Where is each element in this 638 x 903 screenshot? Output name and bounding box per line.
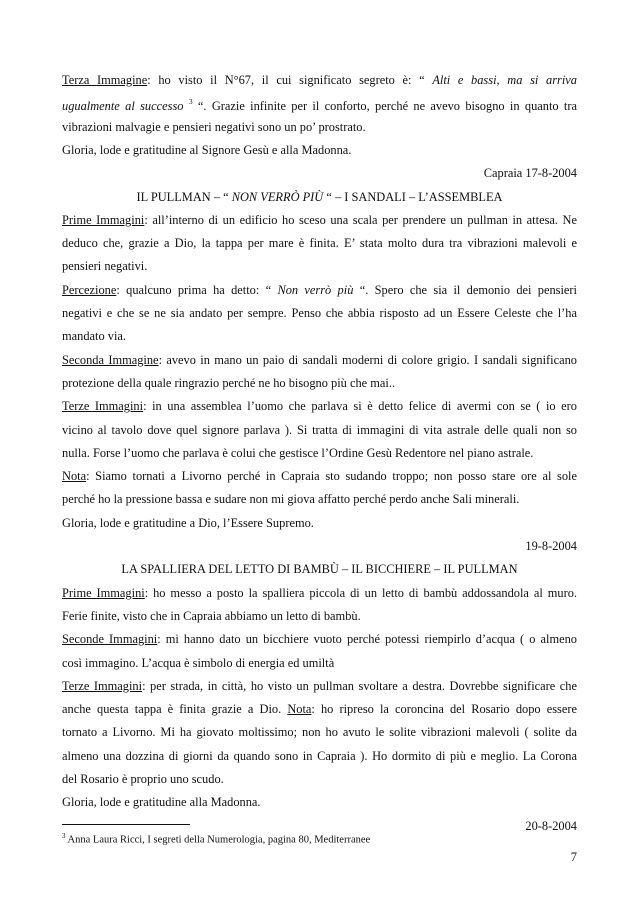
underlined-label: Nota <box>287 702 312 717</box>
text-run: : ho visto il N°67, il cui significato segreto è: “ <box>147 73 433 87</box>
text-line <box>62 279 577 301</box>
text-line <box>62 488 577 510</box>
text-line <box>62 139 577 161</box>
text-line <box>62 768 577 790</box>
text-run: Gloria, lode e gratitudine a Dio, l’Essere Supremo. <box>62 515 314 530</box>
section-heading <box>62 558 577 580</box>
text-run: negativi e che se ne sia andato per sempre. Penso che abbia risposto ad un Essere Celeste che l’ha <box>62 306 577 320</box>
text-run: Capraia 17-8-2004 <box>483 166 577 181</box>
text-line <box>62 628 577 650</box>
underlined-label: Seconde Immagini <box>62 632 158 647</box>
text-line <box>62 325 577 347</box>
text-run: : in una assemblea l’uomo che parlava si è detto felice di avermi con se ( io ero <box>143 399 577 414</box>
text-line <box>62 419 577 441</box>
text-line <box>62 116 577 138</box>
text-line <box>62 698 577 720</box>
underlined-label: Seconda Immagine <box>62 352 159 367</box>
text-line <box>62 582 577 604</box>
text-run: “. Spero che sia il demonio dei pensieri <box>353 282 577 297</box>
text-line <box>62 69 577 91</box>
text-run: perché ho la pressione bassa e sudare non mi giova affatto perché perdo anche Sali minerali. <box>62 492 520 507</box>
text-line <box>62 675 577 697</box>
footnote-ref: 3 <box>188 97 193 107</box>
text-run: deduco che, grazie a Dio, la tappa per mare è finita. E’ stata molto dura tra vibrazioni malevoli e <box>62 236 577 251</box>
footnote-separator <box>62 824 190 825</box>
text-run: 19-8-2004 <box>525 539 577 553</box>
date-line <box>62 162 577 184</box>
underlined-label: Terze Immagini <box>62 678 143 693</box>
italic-text: Alti e bassi, ma si arriva <box>432 73 577 87</box>
text-run: : ho messo a posto la spalliera piccola di un letto di bambù addossandola al muro. <box>144 585 577 600</box>
text-run: anche questa tappa è finita grazie a Dio. <box>62 702 288 717</box>
underlined-label: Prime Immagini <box>62 585 145 600</box>
text-run: : mi hanno dato un bicchiere vuoto perché potessi riempirlo d’acqua ( o almeno <box>157 632 577 647</box>
text-run: LA SPALLIERA DEL LETTO DI BAMBÙ – IL BICCHIERE – IL PULLMAN <box>121 562 518 577</box>
text-run: : Siamo tornati a Livorno perché in Capraia sto sudando troppo; non posso stare ore al sole <box>86 469 577 484</box>
underlined-label: Percezione <box>62 282 117 297</box>
underlined-label: Terza Immagine <box>62 73 148 87</box>
text-run: : all’interno di un edificio ho sceso una scala per prendere un pullman in attesa. Ne <box>144 212 577 227</box>
page-number: 7 <box>570 850 577 864</box>
text-line <box>62 652 577 674</box>
text-run: “ – I SANDALI – L’ASSEMBLEA <box>323 189 503 204</box>
text-run: 20-8-2004 <box>525 818 577 833</box>
text-run: : per strada, in città, ho visto un pullman svoltare a destra. Dovrebbe significare che <box>142 678 577 693</box>
text-run: “. Grazie infinite per il conforto, perché ne avevo bisogno in quanto tra <box>192 99 577 114</box>
text-line <box>62 349 577 371</box>
text-run: così immagino. L’acqua è simbolo di energia ed umiltà <box>62 655 335 670</box>
footnote-number: 3 <box>62 832 66 840</box>
text-run: vibrazioni malvagie e pensieri negativi sono un po’ prostrato. <box>62 119 366 134</box>
text-line <box>62 791 577 813</box>
text-run: Ferie finite, visto che in Capraia abbiamo un letto di bambù. <box>62 608 361 623</box>
italic-text: ugualmente al successo <box>62 99 184 114</box>
text-run: tornato a Livorno. Mi ha giovato moltissimo; non ho avuto le solite vibrazioni malevoli ( solite da <box>62 725 577 740</box>
text-run: del Rosario è proprio uno scudo. <box>62 772 224 786</box>
text-run: : avevo in mano un paio di sandali moderni di colore grigio. I sandali significano <box>158 352 577 367</box>
italic-text: NON VERRÒ PIÙ <box>231 189 324 204</box>
text-line <box>62 372 577 394</box>
footnote-text: Anna Laura Ricci, I segreti della Numerologia, pagina 80, Mediterranee <box>67 834 371 846</box>
italic-text: Non verrò più <box>277 282 354 297</box>
text-line <box>62 209 577 231</box>
text-run: nulla. Forse l’uomo che parlava è colui che gestisce l’Ordine Gesù Redentore nel piano astrale. <box>62 445 534 460</box>
text-run: mandato via. <box>62 329 126 344</box>
text-line <box>62 302 577 324</box>
text-run: protezione della quale ringrazio perché ne ho bisogno più che mai.. <box>62 375 396 390</box>
underlined-label: Nota <box>62 469 87 484</box>
text-run <box>183 99 188 113</box>
text-run: Gloria, lode e gratitudine alla Madonna. <box>62 795 261 810</box>
text-run: pensieri negativi. <box>62 259 148 274</box>
text-line <box>62 255 577 277</box>
underlined-label: Terze Immagini <box>62 399 144 414</box>
text-line <box>62 605 577 627</box>
text-run: IL PULLMAN – “ <box>136 189 232 204</box>
section-heading <box>62 186 577 208</box>
text-run: almeno una dozzina di giorni da quando sono in Capraia ). Ho dormito di più e meglio. La Corona <box>62 748 577 763</box>
underlined-label: Prime Immagini <box>62 212 145 227</box>
text-line <box>62 442 577 464</box>
text-line <box>62 395 577 417</box>
text-line <box>62 465 577 487</box>
text-run: : ho ripreso la coroncina del Rosario dopo essere <box>311 702 577 717</box>
date-line <box>62 535 577 557</box>
text-run: Gloria, lode e gratitudine al Signore Gesù e alla Madonna. <box>62 142 352 157</box>
text-run: : qualcuno prima ha detto: “ <box>116 282 278 297</box>
text-line <box>62 745 577 767</box>
text-run: vicino al tavolo dove quel signore parlava ). Si tratta di immagini di vita astrale delle quali non so <box>62 422 577 437</box>
text-line <box>62 92 577 114</box>
text-line <box>62 512 577 534</box>
text-line <box>62 721 577 743</box>
text-line <box>62 232 577 254</box>
